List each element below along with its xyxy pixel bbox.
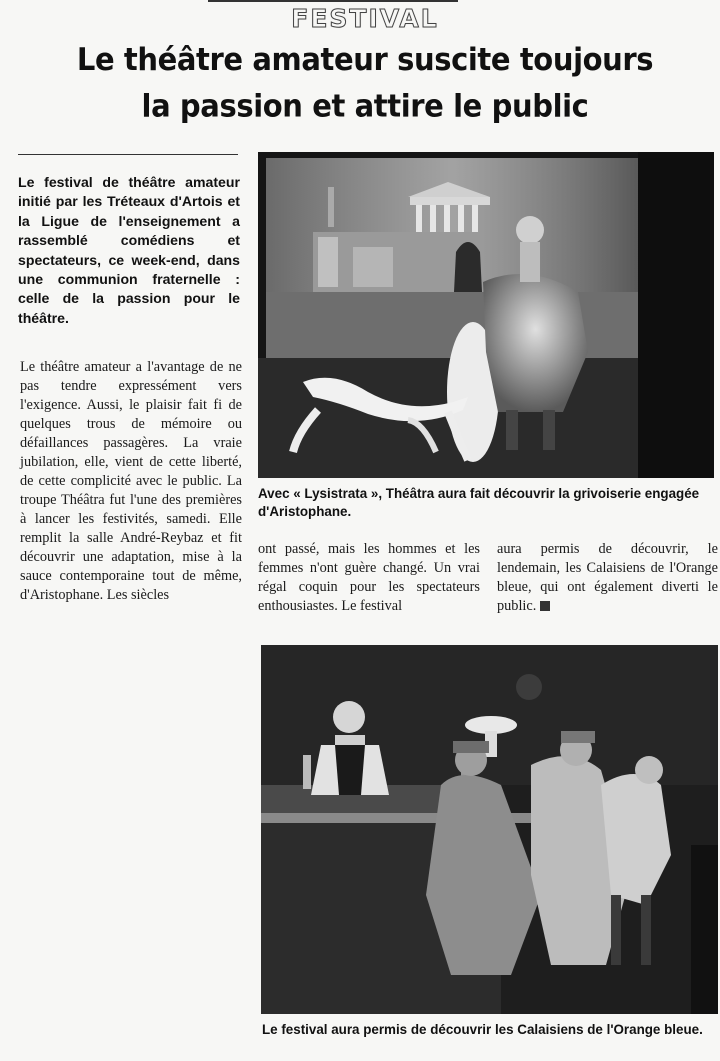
body-column-2: ont passé, mais les hommes et les femmes n'ont guère changé. Un vrai régal coquin pour les spectateurs enthousiastes. Le festival — [258, 541, 480, 614]
lede-rule — [18, 154, 238, 155]
photo-lysistrata-image — [258, 152, 714, 478]
section-label: FESTIVAL — [291, 4, 439, 33]
headline-line-2: la passion et attire le public — [141, 87, 589, 125]
photo-lysistrata — [258, 152, 714, 478]
photo-orange-bleue-image — [261, 645, 718, 1014]
lede-paragraph: Le festival de théâtre amateur initié par les Tréteaux d'Artois et la Ligue de l'enseignement a rassemblé comédiens et spectateurs, ce week-end, dans une communion fraternelle : celle de la passion pour le théâtre. — [18, 174, 240, 326]
headline-line-1: Le théâtre amateur suscite toujours — [76, 40, 654, 78]
caption-photo-1: Avec « Lysistrata », Théâtra aura fait découvrir la grivoiserie engagée d'Aristophane. — [258, 486, 700, 519]
top-rule — [208, 0, 458, 2]
body-column-1: Le théâtre amateur a l'avantage de ne pas tendre expressément vers l'exigence. Aussi, le plaisir fait fi de quelques trous de mémoire ou défaillances passagères. La vraie jubilation, elle, vient de cette liberté, de cette complicité avec le public. La troupe Théâtra fut l'une des premières à lancer les festivités, samedi. Elle remplit la salle André-Reybaz et fit découvrir une adaptation, mise à la sauce contemporaine tout de même, d'Aristophane. Les siècles — [20, 359, 242, 603]
body-column-3 — [497, 540, 718, 616]
photo-orange-bleue — [261, 645, 718, 1014]
end-of-article-mark — [540, 601, 550, 611]
headline — [0, 37, 720, 130]
body-column-3-text: aura permis de découvrir, le lendemain, les Calaisiens de l'Orange bleue, qui ont également diverti le public. — [497, 541, 718, 614]
caption-photo-2: Le festival aura permis de découvrir les Calaisiens de l'Orange bleue. — [262, 1022, 703, 1037]
